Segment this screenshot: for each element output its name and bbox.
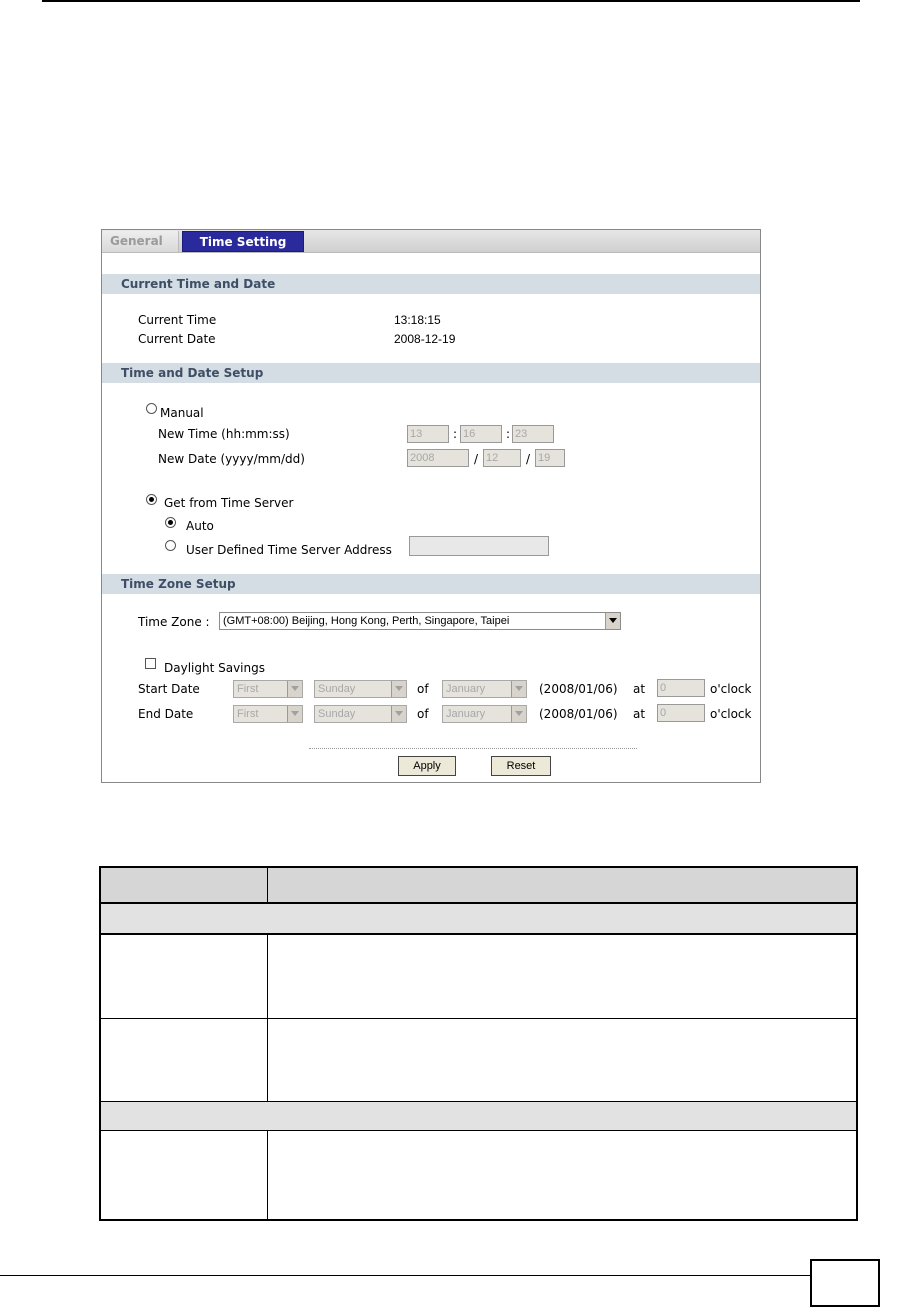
chevron-down-icon[interactable] xyxy=(287,706,302,722)
auto-label: Auto xyxy=(186,519,214,533)
table-column-divider xyxy=(267,1131,268,1219)
table-row-divider xyxy=(101,1130,856,1131)
table-header-row xyxy=(101,868,856,904)
start-day-select[interactable] xyxy=(314,680,407,698)
tab-bar xyxy=(102,230,760,253)
manual-radio[interactable] xyxy=(146,403,157,414)
tab-general[interactable]: General xyxy=(102,231,179,252)
time-separator: : xyxy=(506,427,511,441)
tab-time-setting[interactable]: Time Setting xyxy=(182,231,304,252)
end-oclock-label: o'clock xyxy=(710,707,752,721)
apply-button[interactable]: Apply xyxy=(398,756,456,776)
time-separator: : xyxy=(453,427,458,441)
end-date-label: End Date xyxy=(138,707,194,721)
new-time-minute-input[interactable]: 16 xyxy=(460,425,502,443)
end-week-value: First xyxy=(237,708,259,720)
button-separator xyxy=(309,748,637,749)
start-example-date: (2008/01/06) xyxy=(539,682,618,696)
start-month-value: January xyxy=(446,683,486,695)
end-day-select[interactable] xyxy=(314,705,407,723)
daylight-savings-label: Daylight Savings xyxy=(164,661,265,675)
date-separator: / xyxy=(474,452,479,466)
end-month-value: January xyxy=(446,708,486,720)
page-top-rule xyxy=(42,0,860,2)
reset-button[interactable]: Reset xyxy=(491,756,551,776)
table-column-divider xyxy=(267,935,268,1018)
get-from-time-server-radio[interactable] xyxy=(146,494,157,505)
start-oclock-label: o'clock xyxy=(710,682,752,696)
time-zone-selected-value: (GMT+08:00) Beijing, Hong Kong, Perth, Singapore, Taipei xyxy=(223,615,510,627)
start-week-select[interactable] xyxy=(233,680,303,698)
table-section-row xyxy=(101,904,856,933)
current-time-label: Current Time xyxy=(138,313,217,327)
start-at-label: at xyxy=(633,682,646,696)
field-description-table xyxy=(99,866,858,1221)
new-time-second-input[interactable]: 23 xyxy=(512,425,554,443)
end-week-select[interactable] xyxy=(233,705,303,723)
auto-radio[interactable] xyxy=(165,517,176,528)
table-row-divider xyxy=(101,933,856,935)
start-hour-input[interactable]: 0 xyxy=(657,679,705,697)
current-time-value: 13:18:15 xyxy=(394,313,441,327)
chevron-down-icon[interactable] xyxy=(287,681,302,697)
new-date-label: New Date (yyyy/mm/dd) xyxy=(158,452,305,466)
end-month-select[interactable] xyxy=(442,705,527,723)
section-time-and-date-setup: Time and Date Setup xyxy=(102,363,760,383)
time-zone-label: Time Zone : xyxy=(138,615,210,629)
date-separator: / xyxy=(526,452,531,466)
new-time-hour-input[interactable]: 13 xyxy=(407,425,449,443)
table-column-divider xyxy=(267,868,268,902)
chevron-down-icon[interactable] xyxy=(511,681,526,697)
chevron-down-icon[interactable] xyxy=(511,706,526,722)
new-date-month-input[interactable]: 12 xyxy=(483,449,521,467)
section-time-zone-setup: Time Zone Setup xyxy=(102,574,760,594)
end-hour-input[interactable]: 0 xyxy=(657,704,705,722)
new-date-year-input[interactable]: 2008 xyxy=(407,449,469,467)
start-of-label: of xyxy=(417,682,429,696)
start-month-select[interactable] xyxy=(442,680,527,698)
end-of-label: of xyxy=(417,707,429,721)
time-zone-select[interactable] xyxy=(219,612,621,630)
user-defined-server-label: User Defined Time Server Address xyxy=(186,543,392,557)
manual-label: Manual xyxy=(160,406,204,420)
end-day-value: Sunday xyxy=(318,708,356,720)
chevron-down-icon[interactable] xyxy=(391,706,406,722)
table-row-divider xyxy=(101,1018,856,1019)
chevron-down-icon[interactable] xyxy=(605,613,620,629)
start-date-label: Start Date xyxy=(138,682,200,696)
current-date-label: Current Date xyxy=(138,332,216,346)
new-time-label: New Time (hh:mm:ss) xyxy=(158,427,290,441)
section-current-time-and-date: Current Time and Date xyxy=(102,274,760,294)
new-date-day-input[interactable]: 19 xyxy=(535,449,565,467)
user-defined-server-radio[interactable] xyxy=(165,540,176,551)
current-date-value: 2008-12-19 xyxy=(394,332,456,346)
time-setting-panel xyxy=(101,229,761,783)
page-number-box xyxy=(810,1259,880,1307)
page-bottom-rule xyxy=(0,1275,810,1276)
table-section-row xyxy=(101,1102,856,1130)
daylight-savings-checkbox[interactable] xyxy=(145,658,156,669)
get-from-time-server-label: Get from Time Server xyxy=(164,496,294,510)
time-server-address-input[interactable] xyxy=(409,536,549,556)
start-day-value: Sunday xyxy=(318,683,356,695)
table-column-divider xyxy=(267,1019,268,1101)
end-example-date: (2008/01/06) xyxy=(539,707,618,721)
chevron-down-icon[interactable] xyxy=(391,681,406,697)
start-week-value: First xyxy=(237,683,259,695)
end-at-label: at xyxy=(633,707,646,721)
